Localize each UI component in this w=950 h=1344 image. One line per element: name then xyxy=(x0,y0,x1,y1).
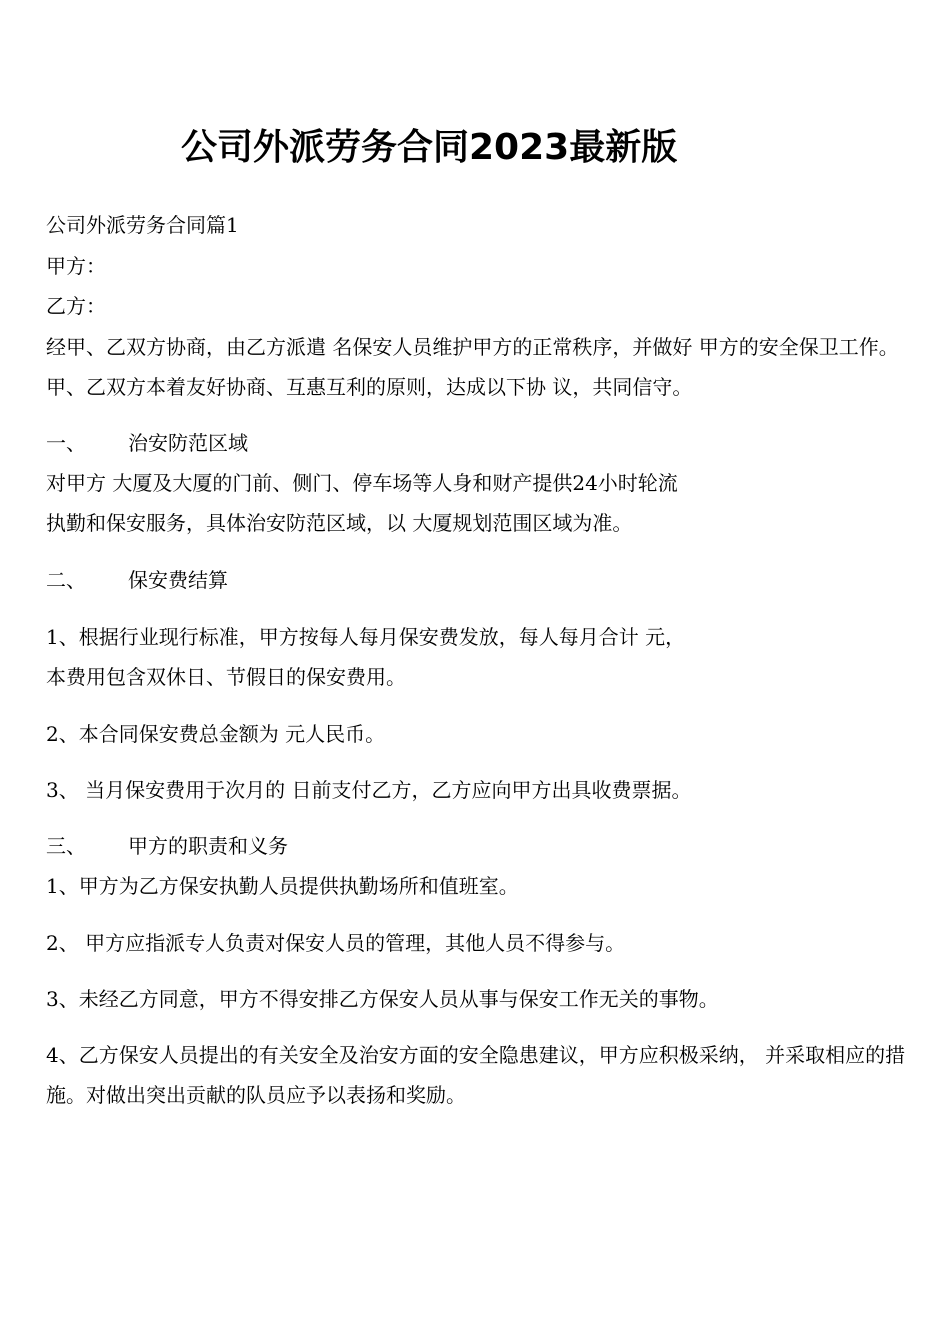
contract-subtitle: 公司外派劳务合同篇1 xyxy=(46,213,239,237)
intro-paragraph: 经甲、乙双方协商，由乙方派遣 名保安人员维护甲方的正常秩序，并做好 甲方的安全保卫工作。甲、乙双方本着友好协商、互惠互利的原则，达成以下协 议，共同信守。 xyxy=(46,335,899,399)
paragraph-line: 本费用包含双休日、节假日的保安费用。 xyxy=(46,665,406,689)
section-number: 一、 xyxy=(46,431,86,455)
section-title: 保安费结算 xyxy=(128,568,228,592)
paragraph-line: 3、未经乙方同意，甲方不得安排乙方保安人员从事与保安工作无关的事物。 xyxy=(46,987,719,1011)
paragraph-line: 1、根据行业现行标准，甲方按每人每月保安费发放，每人每月合计 元， xyxy=(46,625,686,649)
paragraph-line: 2、 甲方应指派专人负责对保安人员的管理，其他人员不得参与。 xyxy=(46,931,626,955)
paragraph-line: 执勤和保安服务，具体治安防范区域，以 大厦规划范围区域为准。 xyxy=(46,511,633,535)
party-b-label: 乙方： xyxy=(46,294,106,318)
paragraph-line: 对甲方 大厦及大厦的门前、侧门、停车场等人身和财产提供24小时轮流 xyxy=(46,471,678,495)
paragraph-line: 2、本合同保安费总金额为 元人民币。 xyxy=(46,722,386,746)
paragraph-line: 1、甲方为乙方保安执勤人员提供执勤场所和值班室。 xyxy=(46,874,519,898)
section-heading xyxy=(46,832,288,860)
section-heading xyxy=(46,429,248,457)
document-title: 公司外派劳务合同2023最新版 xyxy=(181,127,678,168)
party-a-label: 甲方： xyxy=(46,254,106,278)
paragraph-line: 3、 当月保安费用于次月的 日前支付乙方，乙方应向甲方出具收费票据。 xyxy=(46,778,692,802)
paragraph-line: 4、乙方保安人员提出的有关安全及治安方面的安全隐患建议，甲方应积极采纳， 并采取相应的措施。对做出突出贡献的队员应予以表扬和奖励。 xyxy=(46,1043,906,1107)
section-title: 甲方的职责和义务 xyxy=(128,834,288,858)
section-title: 治安防范区域 xyxy=(128,431,248,455)
section-heading xyxy=(46,566,228,594)
section-number: 二、 xyxy=(46,568,86,592)
section-number: 三、 xyxy=(46,834,86,858)
